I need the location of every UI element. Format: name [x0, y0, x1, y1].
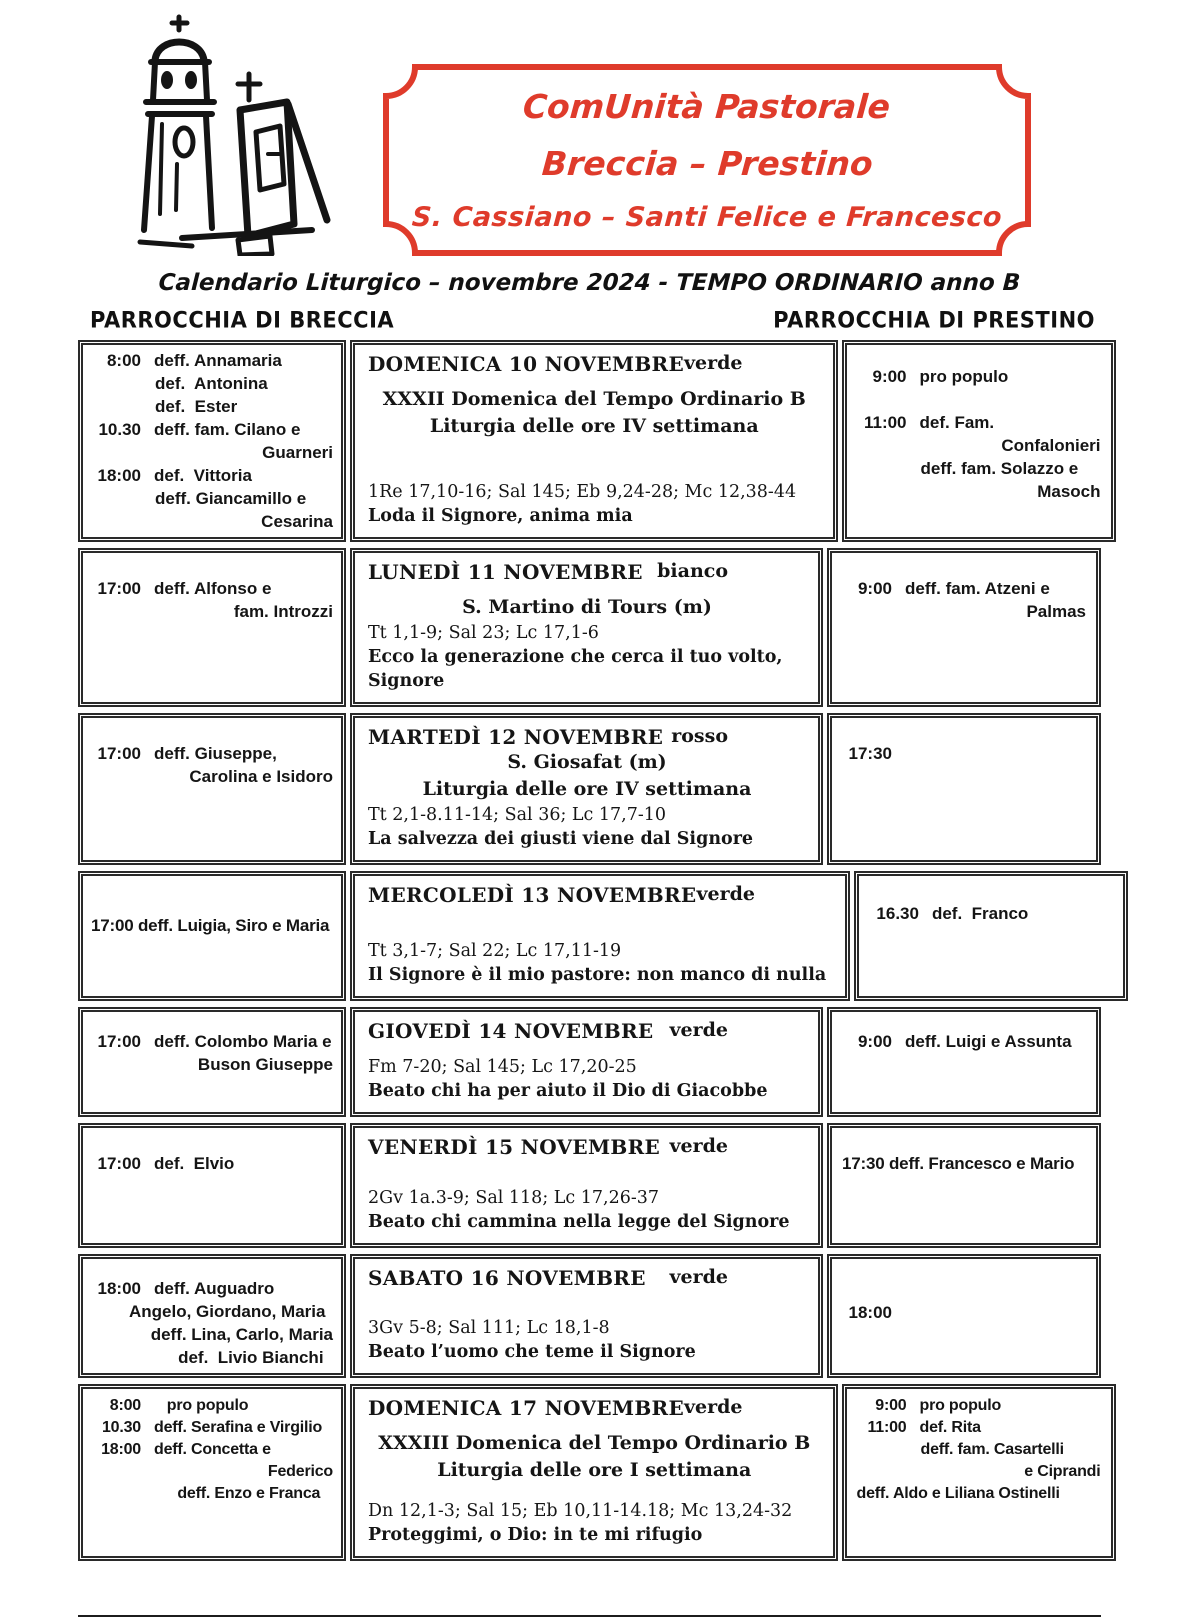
mass-time: 17:00 [97, 744, 141, 763]
day-header [368, 1396, 821, 1420]
breccia-cell [78, 1384, 346, 1561]
day-title: DOMENICA 17 NOVEMBRE [368, 1396, 684, 1420]
day-cell [350, 1123, 823, 1248]
mass-time: 18:00 [97, 466, 141, 485]
mass-entry [91, 1152, 337, 1175]
mass-intention: deff. Luigi e Assunta [905, 1032, 1072, 1051]
day-header [368, 1135, 806, 1159]
prestino-cell [827, 1007, 1101, 1117]
mass-time: 17:00 [97, 1032, 141, 1051]
mass-time: 11:00 [863, 413, 907, 432]
mass-intention: deff. Aldo e Liliana Ostinelli [856, 1485, 1060, 1502]
mass-time: 18:00 [101, 1441, 141, 1458]
day-title: MARTEDÌ 12 NOVEMBRE [368, 725, 664, 749]
mass-entry [91, 418, 337, 441]
day-header [368, 1019, 806, 1043]
readings-line: Dn 12,1-3; Sal 15; Eb 10,11-14.18; Mc 13,24-32 [368, 1501, 793, 1521]
mass-intention: 17:00 deff. Luigia, Siro e Maria [91, 916, 330, 935]
day-header [368, 883, 833, 907]
prestino-cell [842, 1384, 1116, 1561]
feast-lines [368, 749, 806, 803]
mass-time: 17:00 [97, 579, 141, 598]
mass-entry [91, 742, 337, 765]
readings-line: Tt 3,1-7; Sal 22; Lc 17,11-19 [368, 941, 622, 961]
liturgical-color: verde [669, 1019, 728, 1041]
breccia-cell [78, 548, 346, 707]
liturgical-color: verde [696, 883, 755, 905]
day-cell [350, 548, 823, 707]
mass-entry [857, 1395, 1105, 1417]
readings-line: Fm 7-20; Sal 145; Lc 17,20-25 [368, 1057, 637, 1077]
day-cell [350, 340, 838, 542]
breccia-cell [78, 1254, 346, 1378]
readings-line: 1Re 17,10-16; Sal 145; Eb 9,24-28; Mc 12,38-44 [368, 482, 797, 502]
mass-intention: def. Franco [931, 904, 1029, 923]
church-bell-tower-icon [122, 14, 334, 256]
feast-line: Liturgia delle ore IV settimana [422, 778, 752, 800]
community-churches: S. Cassiano – Santi Felice e Francesco [410, 201, 1004, 233]
mass-entry [857, 411, 1105, 434]
calendar-row [78, 713, 1101, 865]
mass-intention: def. Livio Bianchi [178, 1348, 333, 1367]
day-title: GIOVEDÌ 14 NOVEMBRE [368, 1019, 654, 1043]
title-plaque [381, 62, 1033, 258]
feast-line: Liturgia delle ore IV settimana [429, 415, 759, 437]
mass-time: 18:00 [848, 1303, 892, 1322]
mass-intention: Cesarina [261, 512, 333, 531]
mass-intention: deff. fam. Solazzo e [920, 459, 1079, 478]
calendar-row [78, 1123, 1101, 1248]
psalm-response: Beato l’uomo che teme il Signore [368, 1342, 696, 1362]
calendar-table [78, 340, 1101, 1561]
masthead [78, 12, 1101, 264]
day-cell [350, 1254, 823, 1378]
community-parishes: Breccia – Prestino [540, 144, 874, 184]
day-header [368, 560, 806, 584]
day-title: DOMENICA 10 NOVEMBRE [368, 352, 684, 376]
parish-header-breccia: PARROCCHIA DI BRECCIA [90, 307, 395, 333]
calendar-row [78, 340, 1101, 542]
church-logo [122, 14, 334, 261]
liturgical-color: verde [684, 352, 743, 374]
mass-intention: deff. fam. Casartelli [920, 1441, 1064, 1458]
mass-intention: deff. Auguadro [154, 1279, 275, 1298]
liturgical-color: verde [669, 1266, 728, 1288]
mass-time: 9:00 [857, 579, 892, 598]
mass-time: 8:00 [109, 1397, 141, 1414]
mass-entry [91, 1439, 337, 1461]
psalm-response: Beato chi ha per aiuto il Dio di Giacobbe [368, 1081, 768, 1101]
prestino-cell [827, 1123, 1101, 1248]
mass-entry [842, 1301, 1090, 1324]
day-title: SABATO 16 NOVEMBRE [368, 1266, 646, 1290]
mass-time: 17:00 [97, 1154, 141, 1173]
day-header [368, 1266, 806, 1290]
readings-block [368, 803, 806, 851]
mass-intention: deff. Colombo Maria e [154, 1032, 332, 1051]
mass-intention: def. Ester [155, 397, 238, 416]
liturgical-color: verde [684, 1396, 743, 1418]
psalm-response: La salvezza dei giusti viene dal Signore [368, 829, 754, 849]
mass-entry [842, 577, 1090, 600]
mass-intention: Palmas [1026, 602, 1086, 621]
calendar-row [78, 548, 1101, 707]
day-cell [350, 713, 823, 865]
breccia-cell [78, 1123, 346, 1248]
mass-entry [857, 1417, 1105, 1439]
day-title: LUNEDÌ 11 NOVEMBRE [368, 560, 643, 584]
liturgical-color: bianco [657, 560, 728, 582]
psalm-response: Beato chi cammina nella legge del Signore [368, 1212, 790, 1232]
mass-time: 9:00 [875, 1397, 907, 1414]
mass-entry [91, 1395, 337, 1417]
day-cell [350, 871, 850, 1001]
feast-line: Liturgia delle ore I settimana [437, 1459, 752, 1481]
mass-intention: Buson Giuseppe [197, 1055, 333, 1074]
day-cell [350, 1384, 838, 1561]
feast-lines [368, 1430, 821, 1484]
mass-time: 9:00 [857, 1032, 892, 1051]
mass-intention: def. Rita [919, 1419, 981, 1436]
breccia-cell [78, 713, 346, 865]
mass-intention: fam. Introzzi [233, 602, 333, 621]
mass-entry [91, 349, 337, 372]
readings-line: Tt 2,1-8.11-14; Sal 36; Lc 17,7-10 [368, 805, 667, 825]
calendar-row [78, 871, 1101, 1001]
readings-block [368, 1055, 806, 1103]
community-title: ComUnità Pastorale [522, 87, 892, 127]
feast-lines [368, 386, 821, 440]
mass-entry [869, 902, 1117, 925]
mass-intention: def. Vittoria [154, 466, 252, 485]
psalm-response: Loda il Signore, anima mia [368, 506, 633, 526]
feast-line: XXXIII Domenica del Tempo Ordinario B [378, 1432, 811, 1454]
empty-line [857, 388, 1105, 411]
readings-block [368, 480, 821, 528]
prestino-cell [854, 871, 1128, 1001]
mass-time: 10.30 [101, 1419, 141, 1436]
mass-entry [857, 365, 1105, 388]
feast-line: S. Martino di Tours (m) [462, 596, 712, 618]
readings-block [368, 621, 806, 693]
mass-time: 8:00 [106, 351, 141, 370]
calendar-row [78, 1254, 1101, 1378]
day-title: MERCOLEDÌ 13 NOVEMBRE [368, 883, 697, 907]
mass-intention: def. Antonina [155, 374, 268, 393]
readings-block [368, 939, 833, 987]
calendar-subtitle: Calendario Liturgico – novembre 2024 - TEMPO ORDINARIO anno B [157, 270, 1022, 296]
mass-entry [91, 1417, 337, 1439]
mass-intention: Angelo, Giordano, Maria [129, 1302, 326, 1321]
mass-intention: deff. Serafina e Virgilio [154, 1419, 323, 1436]
mass-entry [91, 1030, 337, 1053]
day-title: VENERDÌ 15 NOVEMBRE [368, 1135, 661, 1159]
day-cell [350, 1007, 823, 1117]
mass-intention: pro populo [919, 367, 1009, 386]
psalm-response: Il Signore è il mio pastore: non manco di nulla [368, 965, 827, 985]
mass-entry [91, 464, 337, 487]
parish-header-prestino: PARROCCHIA DI PRESTINO [773, 307, 1095, 333]
mass-time: 18:00 [97, 1279, 141, 1298]
mass-intention: deff. Enzo e Franca [177, 1485, 333, 1502]
mass-intention: e Ciprandi [1024, 1463, 1101, 1480]
mass-intention: pro populo [919, 1397, 1002, 1414]
mass-intention: Carolina e Isidoro [189, 767, 333, 786]
mass-intention: def. Fam. [919, 413, 995, 432]
mass-intention: Masoch [1037, 482, 1101, 501]
readings-line: Tt 1,1-9; Sal 23; Lc 17,1-6 [368, 623, 599, 643]
readings-block [368, 1499, 821, 1547]
liturgical-color: rosso [671, 725, 728, 747]
mass-entry [91, 577, 337, 600]
calendar-row [78, 1384, 1101, 1561]
psalm-response: Proteggimi, o Dio: in te mi rifugio [368, 1525, 703, 1545]
feast-lines [368, 594, 806, 621]
mass-time: 11:00 [867, 1419, 907, 1436]
mass-time: 9:00 [872, 367, 907, 386]
mass-intention: Confalonieri [1001, 436, 1101, 455]
day-header [368, 725, 806, 749]
mass-intention: deff. Concetta e [154, 1441, 271, 1458]
mass-intention: deff. Lina, Carlo, Maria [150, 1325, 333, 1344]
mass-intention: 17:30 deff. Francesco e Mario [842, 1154, 1075, 1173]
mass-intention: deff. Giancamillo e [155, 489, 307, 508]
prestino-cell [827, 1254, 1101, 1378]
breccia-cell [78, 871, 346, 1001]
parish-headers [78, 308, 1101, 332]
day-header [368, 352, 821, 376]
readings-line: 3Gv 5-8; Sal 111; Lc 18,1-8 [368, 1318, 610, 1338]
mass-intention: deff. Alfonso e [154, 579, 272, 598]
mass-intention: deff. Giuseppe, [154, 744, 277, 763]
mass-intention: deff. Annamaria [154, 351, 282, 370]
prestino-cell [827, 713, 1101, 865]
prestino-cell [842, 340, 1116, 542]
mass-intention: deff. fam. Atzeni e [905, 579, 1050, 598]
readings-line: 2Gv 1a.3-9; Sal 118; Lc 17,26-37 [368, 1188, 660, 1208]
breccia-cell [78, 340, 346, 542]
mass-time: 17:30 [848, 744, 892, 763]
mass-intention: def. Elvio [154, 1154, 235, 1173]
feast-line: XXXII Domenica del Tempo Ordinario B [382, 388, 806, 410]
mass-intention: deff. fam. Cilano e [154, 420, 301, 439]
breccia-cell [78, 1007, 346, 1117]
mass-time: 10.30 [98, 420, 141, 439]
plaque-text [381, 62, 1033, 258]
calendar-row [78, 1007, 1101, 1117]
mass-intention: pro populo [154, 1397, 249, 1414]
liturgical-color: verde [669, 1135, 728, 1157]
mass-entry [842, 742, 1090, 765]
mass-intention: Federico [267, 1463, 333, 1480]
feast-line: S. Giosafat (m) [507, 751, 667, 773]
readings-block [368, 1186, 806, 1234]
prestino-cell [827, 548, 1101, 707]
psalm-response: Ecco la generazione che cerca il tuo volto, Signore [368, 647, 783, 691]
mass-entry [842, 1030, 1090, 1053]
mass-entry [91, 1277, 337, 1300]
mass-intention: Guarneri [262, 443, 333, 462]
readings-block [368, 1316, 806, 1364]
mass-time: 16.30 [876, 904, 919, 923]
